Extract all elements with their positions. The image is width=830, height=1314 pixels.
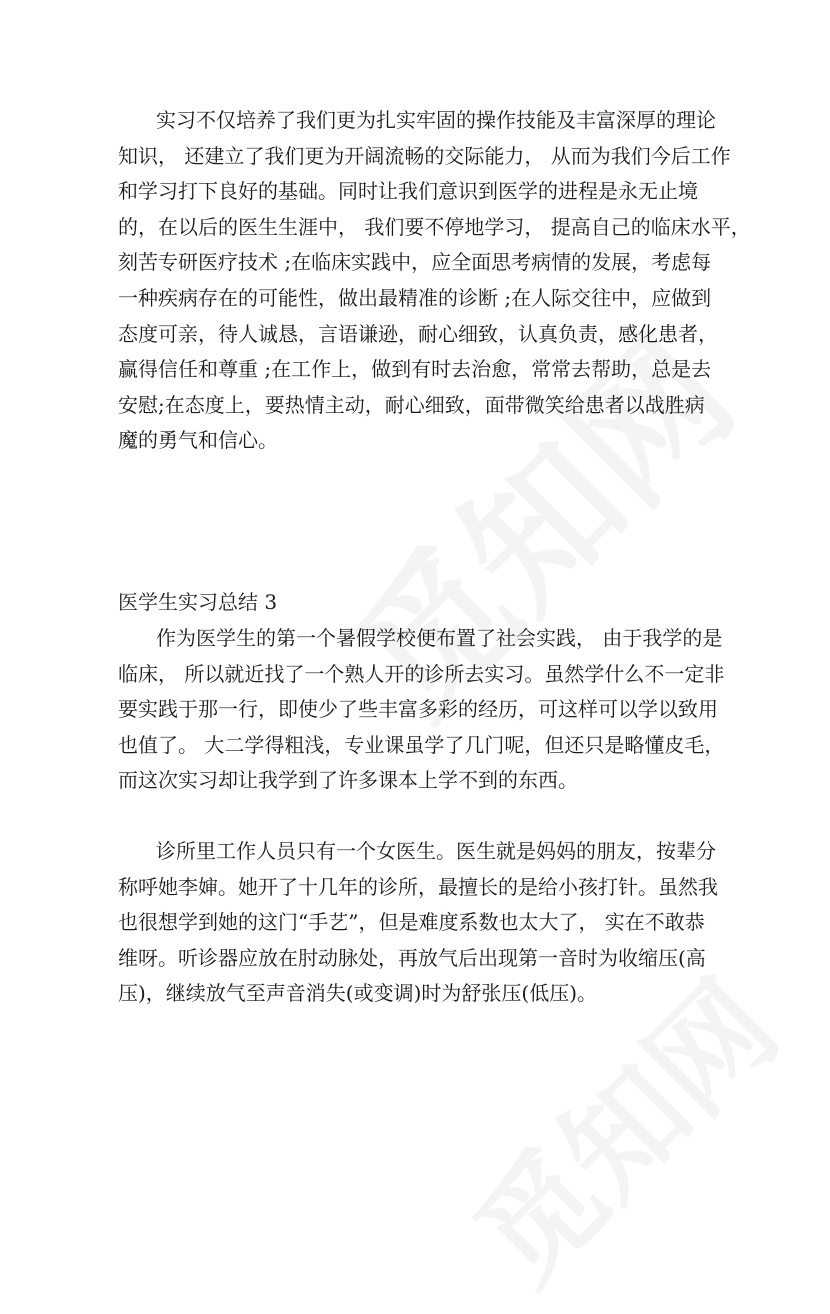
paragraph-line: 临床， 所以就近找了一个熟人开的诊所去实习。虽然学什么不一定非: [118, 661, 725, 686]
section-heading-text: 医学生实习总结 3: [118, 590, 278, 614]
paragraph-line: 赢得信任和尊重 ;在工作上，做到有时去治愈，常常去帮助，总是去: [118, 357, 712, 382]
paragraph-1: [118, 103, 751, 459]
section-heading: [118, 585, 718, 621]
paragraph-line: 维呀。听诊器应放在肘动脉处，再放气后出现第一音时为收缩压(高: [118, 945, 706, 970]
paragraph-line: 也值了。 大二学得粗浅，专业课虽学了几门呢，但还只是略懂皮毛，: [118, 732, 725, 757]
paragraph-line: 作为医学生的第一个暑假学校便布置了社会实践， 由于我学的是: [156, 626, 723, 650]
paragraph-line: 也很想学到她的这门“手艺”，但是难度系数也太大了， 实在不敢恭: [118, 910, 705, 935]
paragraph-line: 魔的勇气和信心。: [118, 428, 278, 453]
paragraph-line: 压)，继续放气至声音消失(或变调)时为舒张压(低压)。: [118, 981, 598, 1006]
paragraph-line: 一种疾病存在的可能性，做出最精准的诊断 ;在人际交往中，应做到: [118, 285, 712, 310]
paragraph-line: 的，在以后的医生生涯中， 我们要不停地学习， 提高自己的临床水平，: [118, 214, 751, 239]
paragraph-2: [118, 621, 725, 799]
paragraph-line: 刻苦专研医疗技术 ;在临床实践中，应全面思考病情的发展，考虑每: [118, 250, 712, 275]
paragraph-line: 要实践于那一行，即使少了些丰富多彩的经历，可这样可以学以致用: [118, 697, 718, 722]
paragraph-line: 实习不仅培养了我们更为扎实牢固的操作技能及丰富深厚的理论: [156, 108, 716, 132]
paragraph-line: 安慰;在态度上，要热情主动，耐心细致，面带微笑给患者以战胜病: [118, 392, 705, 417]
paragraph-line: 诊所里工作人员只有一个女医生。医生就是妈妈的朋友，按辈分: [156, 839, 716, 863]
paragraph-line: 称呼她李婶。她开了十几年的诊所，最擅长的是给小孩打针。虽然我: [118, 874, 718, 899]
paragraph-3: [118, 834, 718, 1012]
paragraph-line: 和学习打下良好的基础。同时让我们意识到医学的进程是永无止境: [118, 179, 698, 204]
paragraph-line: 态度可亲，待人诚恳，言语谦逊，耐心细致，认真负责，感化患者，: [118, 321, 718, 346]
paragraph-line: 而这次实习却让我学到了许多课本上学不到的东西。: [118, 768, 578, 793]
paragraph-line: 知识， 还建立了我们更为开阔流畅的交际能力， 从而为我们今后工作: [118, 143, 731, 168]
